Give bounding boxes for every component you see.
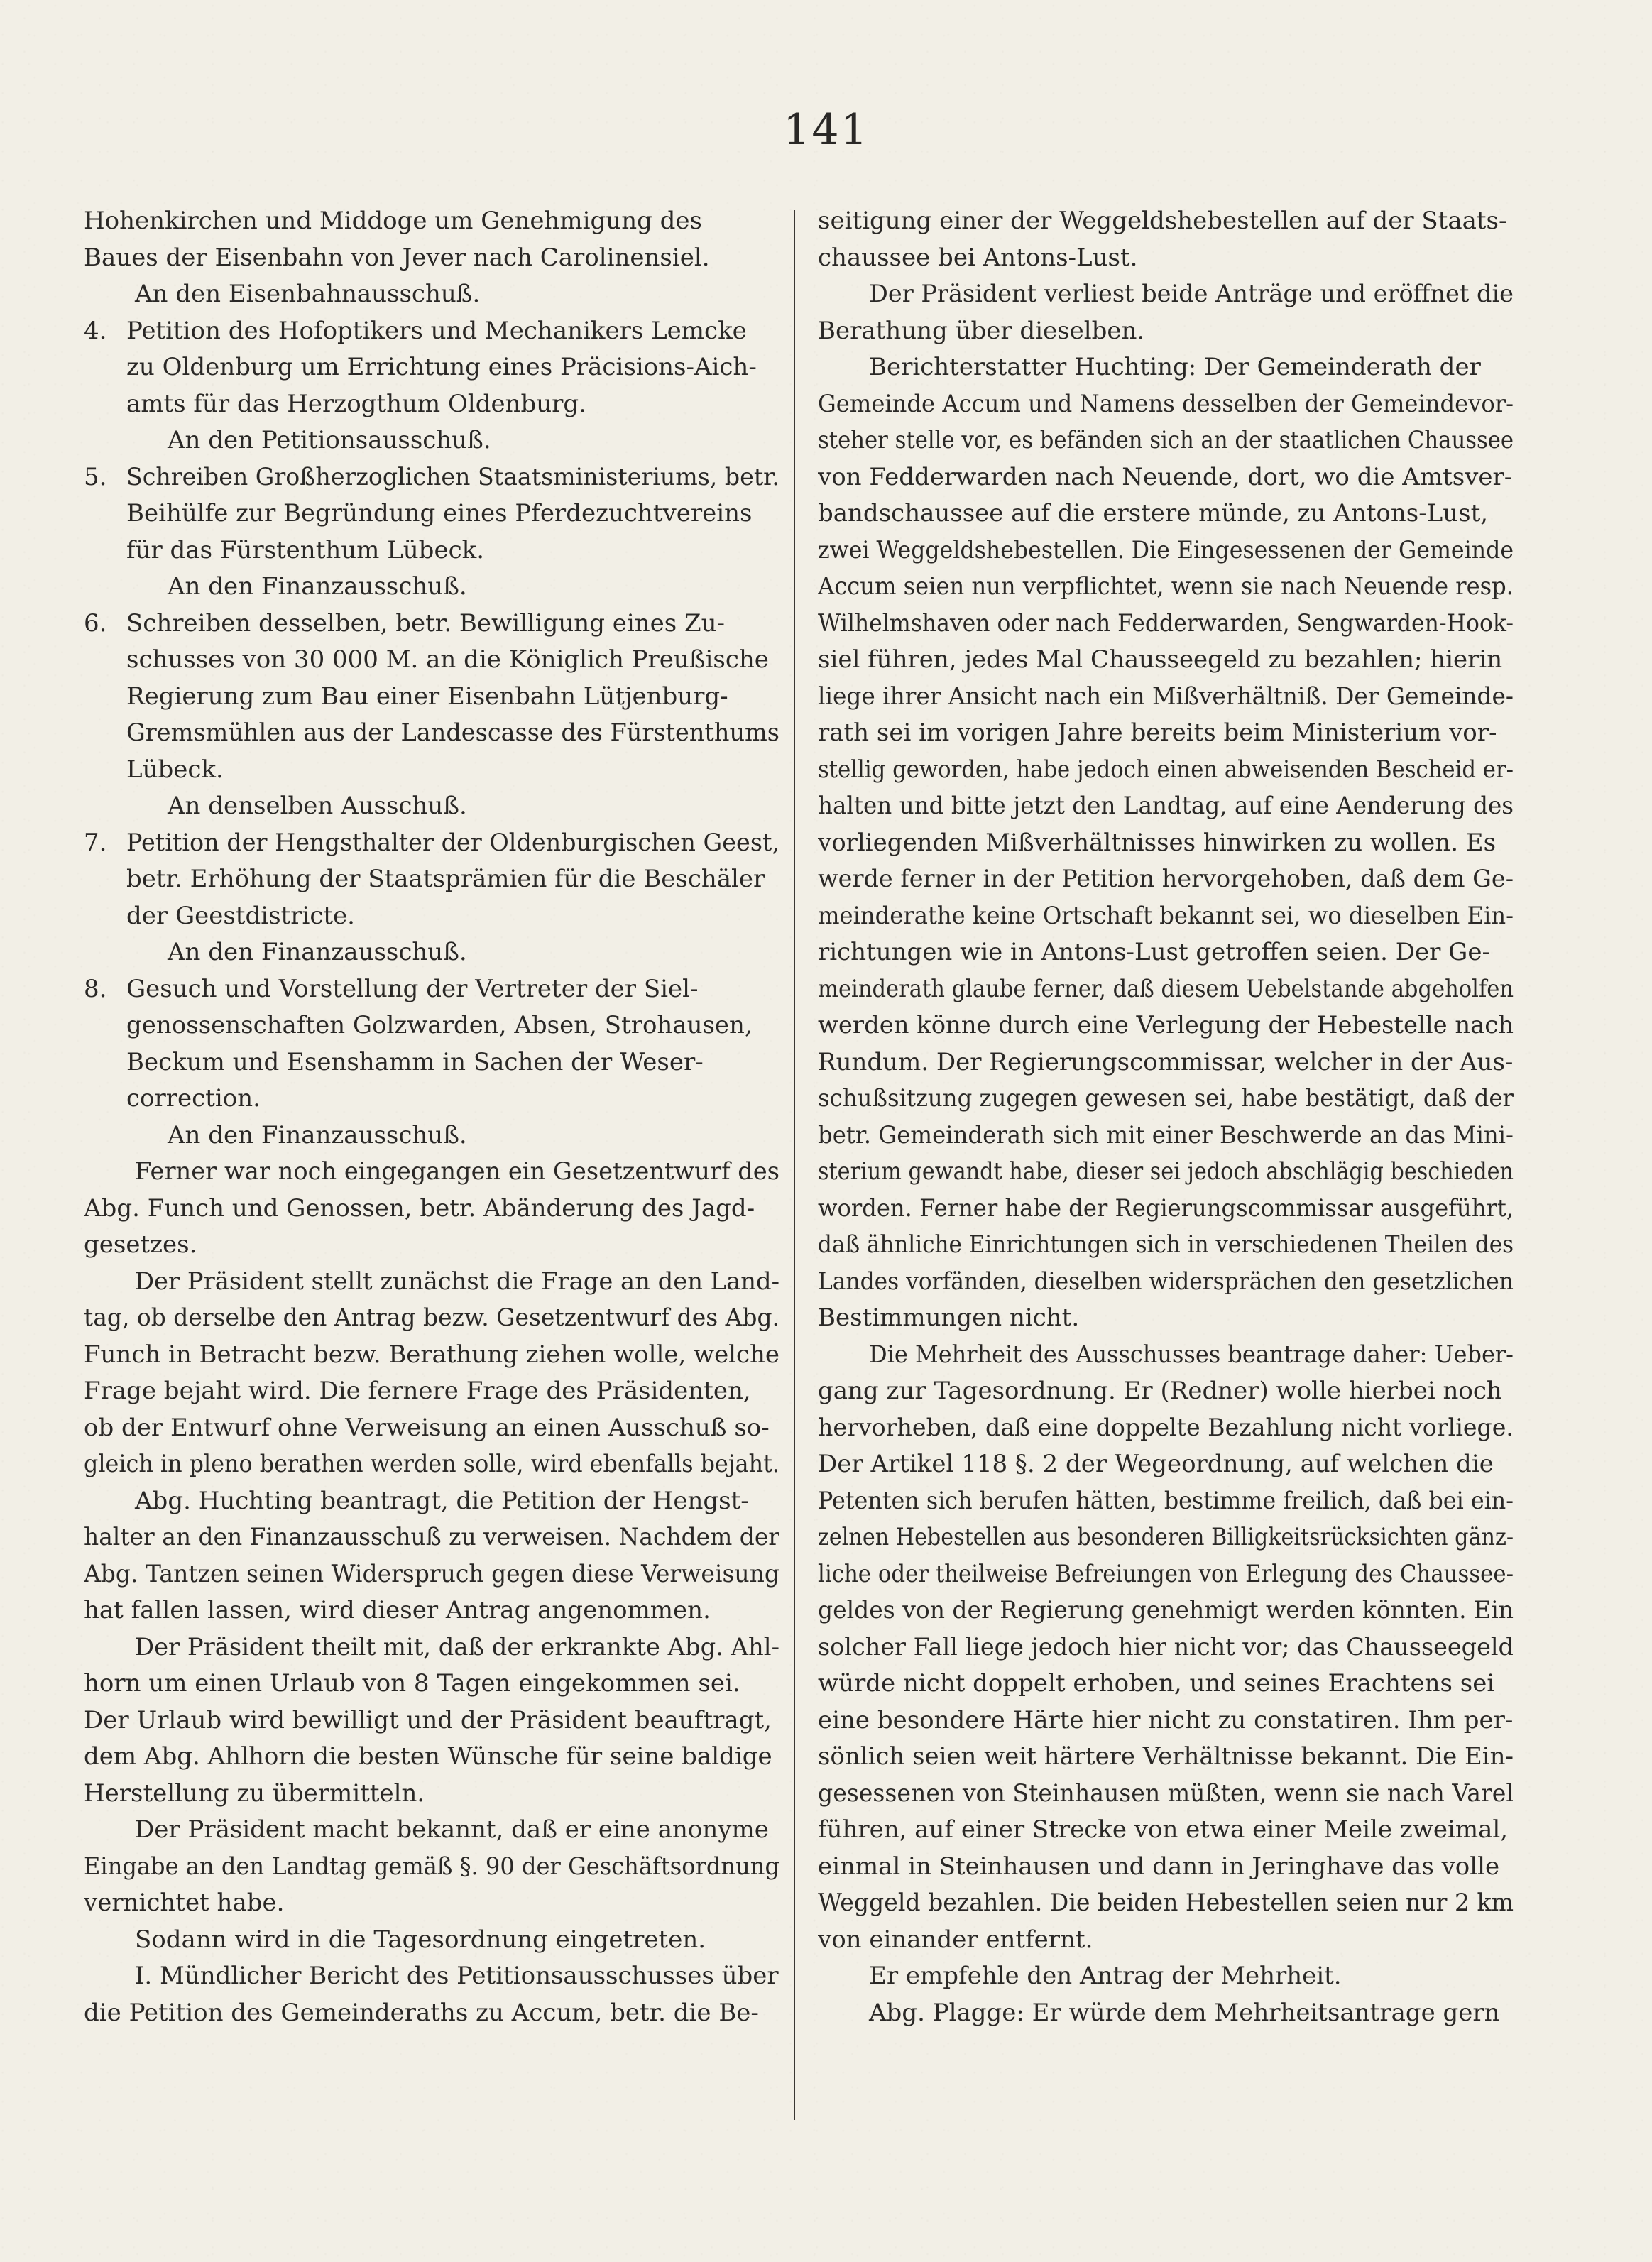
paragraph-line: werden könne durch eine Verlegung der Hebestelle nach [818, 1011, 1514, 1039]
paragraph-line: Frage bejaht wird. Die fernere Frage des Präsidenten, [84, 1377, 751, 1405]
paragraph [84, 1154, 779, 1264]
item-line: Petition des Hofoptikers und Mechanikers Lemcke [126, 316, 747, 345]
item-number: 8. [84, 974, 107, 1003]
paragraph-line: Wilhelmshaven oder nach Fedderwarden, Sengwarden-Hook- [818, 608, 1514, 638]
paragraph-line: Bestimmungen nicht. [818, 1304, 1080, 1332]
paragraph-line: von Fedderwarden nach Neuende, dort, wo die Amtsver- [818, 462, 1513, 491]
paragraph-line: halten und bitte jetzt den Landtag, auf eine Aenderung des [818, 792, 1514, 820]
paragraph [84, 1812, 779, 1922]
item-number: 6. [84, 608, 107, 638]
item-line: für das Fürstenthum Lübeck. [126, 535, 485, 564]
paragraph-line: von einander entfernt. [818, 1925, 1093, 1954]
item-number: 7. [84, 828, 107, 857]
paragraph-line: rath sei im vorigen Jahre bereits beim Ministerium vor- [818, 719, 1497, 747]
paragraph-line: Weggeld bezahlen. Die beiden Hebestellen seien nur 2 km [818, 1889, 1514, 1917]
paragraph-line: I. Mündlicher Bericht des Petitionsausschusses über [135, 1962, 779, 1990]
paragraph-line: Herstellung zu übermitteln. [84, 1779, 425, 1808]
paragraph-line: würde nicht doppelt erhoben, und seines Erachtens sei [818, 1669, 1495, 1698]
numbered-item [84, 971, 779, 1118]
paragraph-line: liche oder theilweise Befreiungen von Erlegung des Chaussee- [818, 1559, 1514, 1588]
paragraph-line: geldes von der Regierung genehmigt werden könnten. Ein [818, 1596, 1514, 1624]
paragraph [84, 1483, 779, 1629]
numbered-item [84, 606, 779, 789]
paragraph [84, 1958, 779, 2031]
column-divider [794, 210, 795, 2120]
paragraph-line: tag, ob derselbe den Antrag bezw. Gesetzentwurf des Abg. [84, 1304, 779, 1332]
paragraph-line: werde ferner in der Petition hervorgehoben, daß dem Ge- [818, 865, 1514, 893]
paragraph-line: Abg. Funch und Genossen, betr. Abänderung des Jagd- [84, 1193, 755, 1223]
paragraph-line: betr. Gemeinderath sich mit einer Beschwerde an das Mini- [818, 1120, 1514, 1149]
paragraph-line: eine besondere Härte hier nicht zu constatiren. Ihm per- [818, 1705, 1514, 1734]
paragraph-line: sönlich seien weit härtere Verhältnisse bekannt. Die Ein- [818, 1742, 1514, 1771]
item-number: 5. [84, 462, 107, 491]
paragraph-line: Der Präsident verliest beide Anträge und eröffnet die [869, 280, 1514, 308]
paragraph [818, 276, 1514, 349]
paragraph-line: siel führen, jedes Mal Chausseegeld zu bezahlen; hierin [818, 645, 1503, 674]
paragraph-line: Gemeinde Accum und Namens desselben der Gemeindevor- [818, 389, 1514, 418]
right-column [818, 203, 1514, 2031]
paragraph-line: liege ihrer Ansicht nach ein Mißverhältniß. Der Gemeinde- [818, 682, 1514, 711]
paragraph-line: Petenten sich berufen hätten, bestimme freilich, daß bei ein- [818, 1486, 1514, 1515]
paragraph [818, 1337, 1514, 1959]
paragraph-line: zelnen Hebestellen aus besonderen Billigkeitsrücksichten gänz- [818, 1523, 1514, 1551]
item-line: amts für das Herzogthum Oldenburg. [126, 389, 586, 418]
numbered-item [84, 313, 779, 423]
paragraph-line: einmal in Steinhausen und dann in Jeringhave das volle [818, 1852, 1500, 1881]
item-line: der Geestdistricte. [126, 901, 355, 930]
committee-referral: An den Finanzausschuß. [168, 938, 467, 966]
item-line: schusses von 30 000 M. an die Königlich Preußische [126, 645, 769, 674]
paragraph-line: Berichterstatter Huchting: Der Gemeinderath der [869, 353, 1481, 381]
paragraph [84, 1264, 779, 1483]
item-line: Beihülfe zur Begründung eines Pferdezuchtvereins [126, 499, 753, 528]
paragraph-line: Die Mehrheit des Ausschusses beantrage daher: Ueber- [869, 1340, 1514, 1369]
paragraph-line: horn um einen Urlaub von 8 Tagen eingekommen sei. [84, 1669, 740, 1698]
numbered-item [84, 825, 779, 935]
paragraph-line: Der Artikel 118 §. 2 der Wegeordnung, auf welchen die [818, 1450, 1494, 1478]
paragraph-line: hervorheben, daß eine doppelte Bezahlung nicht vorliege. [818, 1413, 1514, 1442]
paragraph-line: Eingabe an den Landtag gemäß §. 90 der Geschäftsordnung [84, 1852, 779, 1881]
paragraph-line: Er empfehle den Antrag der Mehrheit. [869, 1962, 1342, 1990]
paragraph-line: stellig geworden, habe jedoch einen abweisenden Bescheid er- [818, 755, 1514, 784]
paragraph-line: vernichtet habe. [84, 1889, 285, 1917]
committee-referral: An den Eisenbahnausschuß. [135, 280, 481, 308]
paragraph-line: seitigung einer der Weggeldshebestellen auf der Staats- [818, 207, 1507, 235]
committee-referral: An den Petitionsausschuß. [168, 426, 491, 454]
paragraph-line: ob der Entwurf ohne Verweisung an einen Ausschuß so- [84, 1413, 770, 1442]
paragraph-line: Der Präsident theilt mit, daß der erkrankte Abg. Ahl- [135, 1632, 779, 1661]
paragraph-line: Der Präsident macht bekannt, daß er eine anonyme [135, 1815, 769, 1844]
paragraph-line: Accum seien nun verpflichtet, wenn sie nach Neuende resp. [818, 572, 1514, 601]
paragraph-line: Berathung über dieselben. [818, 316, 1145, 345]
page-number: 141 [783, 105, 869, 155]
paragraph-line: Ferner war noch eingegangen ein Gesetzentwurf des [135, 1157, 779, 1186]
text-line: Baues der Eisenbahn von Jever nach Carolinensiel. [84, 243, 710, 272]
committee-referral: An den Finanzausschuß. [168, 572, 467, 601]
left-column [84, 203, 779, 2031]
paragraph-line: Abg. Plagge: Er würde dem Mehrheitsantrage gern [869, 1998, 1500, 2027]
item-line: Schreiben Großherzoglichen Staatsministeriums, betr. [126, 462, 779, 491]
paragraph-line: dem Abg. Ahlhorn die besten Wünsche für seine baldige [84, 1742, 772, 1771]
paragraph-line: Der Präsident stellt zunächst die Frage an den Land- [135, 1267, 779, 1296]
paragraph-line: solcher Fall liege jedoch hier nicht vor; das Chausseegeld [818, 1632, 1514, 1661]
item-line: correction. [126, 1084, 261, 1113]
paragraph-line: Der Urlaub wird bewilligt und der Präsident beauftragt, [84, 1705, 772, 1734]
paragraph-line: zwei Weggeldshebestellen. Die Eingesessenen der Gemeinde [818, 535, 1514, 564]
paragraph-line: worden. Ferner habe der Regierungscommissar ausgeführt, [818, 1193, 1514, 1223]
paragraph-line: schußsitzung zugegen gewesen sei, habe bestätigt, daß der [818, 1084, 1514, 1113]
paragraph-line: meinderath glaube ferner, daß diesem Uebelstande abgeholfen [818, 974, 1514, 1003]
paragraph-line: die Petition des Gemeinderaths zu Accum, betr. die Be- [84, 1998, 759, 2027]
paragraph-line: Rundum. Der Regierungscommissar, welcher in der Aus- [818, 1047, 1514, 1076]
paragraph-line: gleich in pleno berathen werden solle, wird ebenfalls bejaht. [84, 1450, 779, 1478]
item-line: genossenschaften Golzwarden, Absen, Strohausen, [126, 1011, 753, 1039]
paragraph-line: Abg. Huchting beantragt, die Petition der Hengst- [135, 1486, 749, 1515]
item-line: Beckum und Esenshamm in Sachen der Weser- [126, 1047, 704, 1076]
paragraph-line: steher stelle vor, es befänden sich an der staatlichen Chaussee [818, 426, 1514, 454]
item-line: Lübeck. [126, 755, 224, 784]
text-line: Hohenkirchen und Middoge um Genehmigung des [84, 207, 703, 235]
paragraph [818, 1958, 1514, 1995]
committee-referral: An den Finanzausschuß. [168, 1120, 467, 1149]
paragraph-line: sterium gewandt habe, dieser sei jedoch abschlägig beschieden [818, 1157, 1514, 1186]
item-line: Regierung zum Bau einer Eisenbahn Lütjenburg- [126, 682, 728, 711]
paragraph-line: halter an den Finanzausschuß zu verweisen. Nachdem der [84, 1523, 779, 1551]
paragraph [818, 1995, 1514, 2032]
numbered-item [84, 459, 779, 569]
item-line: Petition der Hengsthalter der Oldenburgischen Geest, [126, 828, 779, 857]
paragraph-line: führen, auf einer Strecke von etwa einer Meile zweimal, [818, 1815, 1509, 1844]
paragraph-line: chaussee bei Antons-Lust. [818, 243, 1138, 272]
paragraph-line: Landes vorfänden, dieselben widersprächen den gesetzlichen [818, 1267, 1514, 1296]
item-line: Gesuch und Vorstellung der Vertreter der Siel- [126, 974, 699, 1003]
paragraph [84, 1922, 779, 1959]
paragraph-line: gesetzes. [84, 1230, 197, 1259]
paragraph-line: Abg. Tantzen seinen Widerspruch gegen diese Verweisung [84, 1559, 779, 1588]
paragraph-line: Funch in Betracht bezw. Berathung ziehen wolle, welche [84, 1340, 779, 1369]
committee-referral: An denselben Ausschuß. [168, 792, 467, 820]
paragraph-line: meinderathe keine Ortschaft bekannt sei, wo dieselben Ein- [818, 901, 1514, 930]
paragraph-line: richtungen wie in Antons-Lust getroffen seien. Der Ge- [818, 938, 1490, 966]
paragraph-line: hat fallen lassen, wird dieser Antrag angenommen. [84, 1596, 711, 1624]
paragraph-line: daß ähnliche Einrichtungen sich in verschiedenen Theilen des [818, 1230, 1514, 1259]
paragraph-line: gang zur Tagesordnung. Er (Redner) wolle hierbei noch [818, 1377, 1502, 1405]
paragraph-line: gesessenen von Steinhausen müßten, wenn sie nach Varel [818, 1779, 1514, 1808]
paragraph [84, 1629, 779, 1813]
paragraph-line: Sodann wird in die Tagesordnung eingetreten. [135, 1925, 706, 1954]
item-line: betr. Erhöhung der Staatsprämien für die Beschäler [126, 865, 765, 893]
paragraph-line: bandschaussee auf die erstere münde, zu Antons-Lust, [818, 499, 1489, 528]
item-line: Schreiben desselben, betr. Bewilligung eines Zu- [126, 608, 726, 638]
paragraph [818, 349, 1514, 1337]
paragraph-line: vorliegenden Mißverhältnisses hinwirken zu wollen. Es [818, 828, 1497, 857]
paragraph [818, 203, 1514, 276]
item-line: zu Oldenburg um Errichtung eines Präcisions-Aich- [126, 353, 757, 381]
item-line: Gremsmühlen aus der Landescasse des Fürstenthums [126, 719, 779, 747]
item-number: 4. [84, 316, 107, 345]
